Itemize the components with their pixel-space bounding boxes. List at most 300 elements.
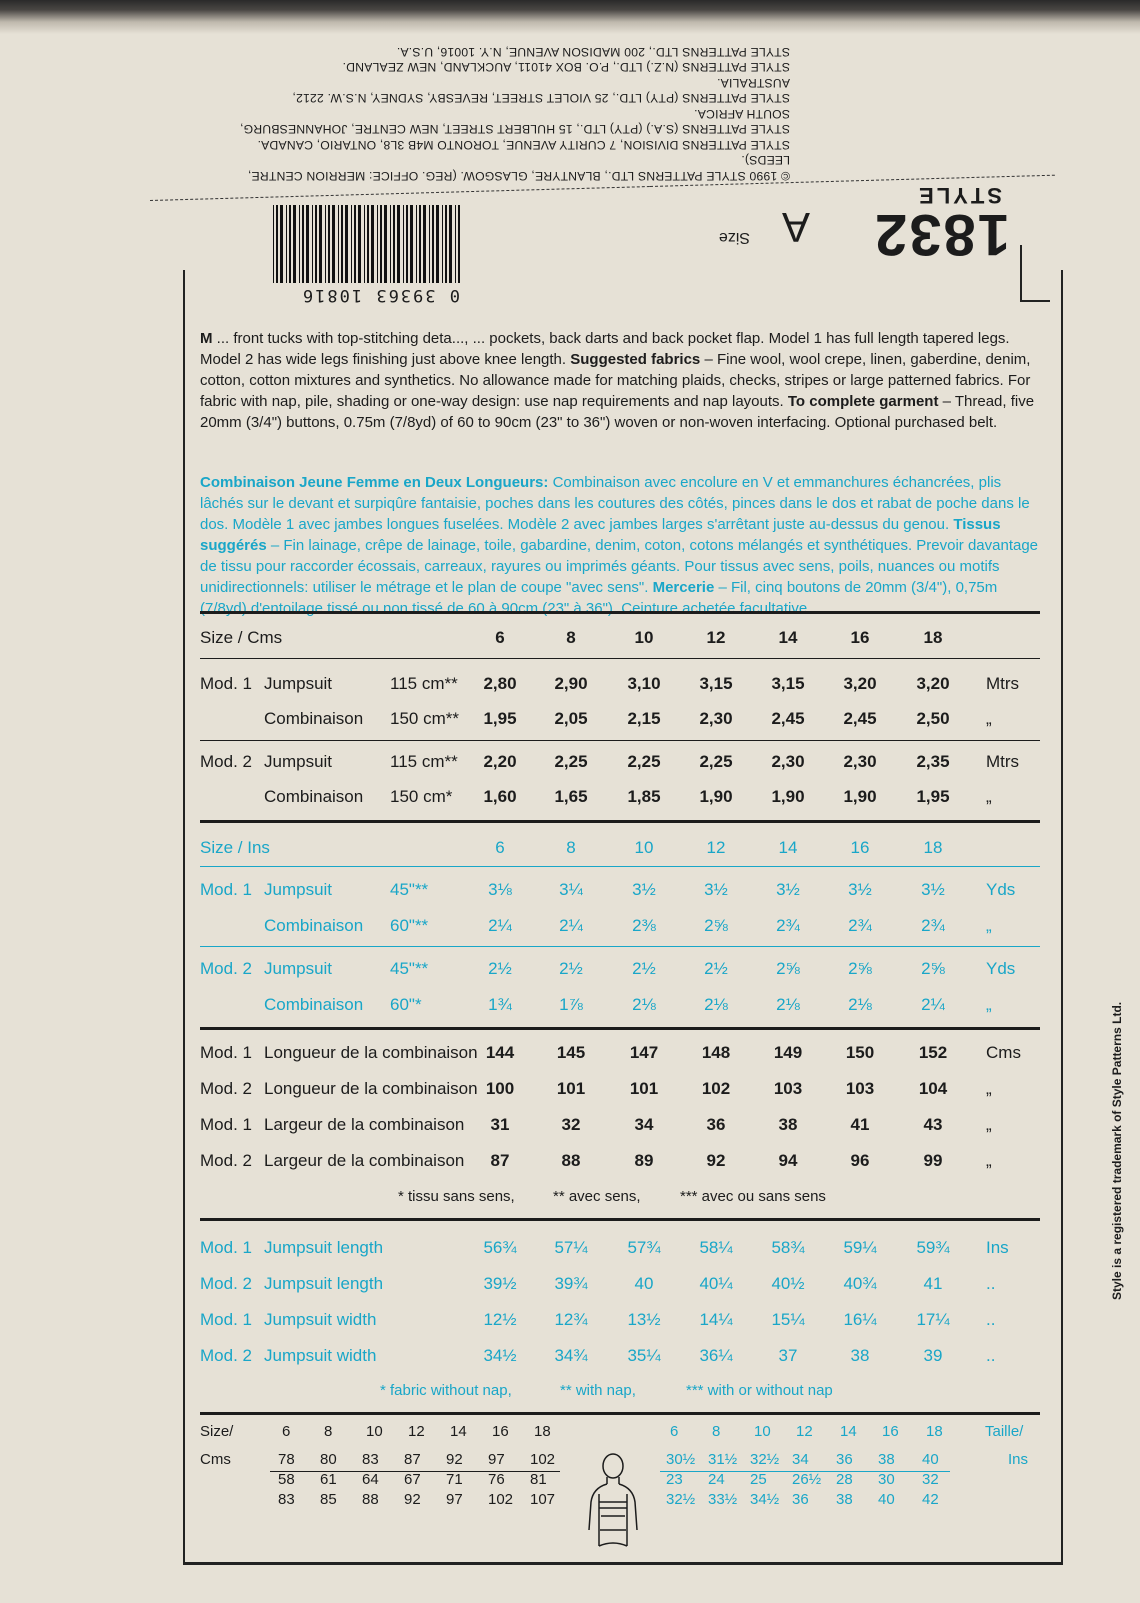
row-label: Combinaison: [264, 916, 364, 935]
credit-line: STYLE PATTERNS (N.Z.) LTD., P.O. BOX 41011, AUCKLAND, NEW ZEALAND.: [342, 60, 790, 75]
row-fabric-width: 150 cm*: [390, 787, 453, 806]
row-label: Jumpsuit: [264, 880, 333, 899]
row-unit: „: [986, 1079, 992, 1098]
row-value: 2,50: [916, 709, 950, 728]
size-header-cell: 12: [706, 628, 726, 647]
row-value: 3½: [921, 880, 945, 899]
row-label: Jumpsuit: [264, 959, 333, 978]
row-model: Mod. 1: [200, 1238, 252, 1257]
row-value: 2⅝: [776, 959, 800, 978]
desc-lead: M: [200, 330, 213, 347]
row-value: 2½: [704, 959, 728, 978]
row-value: 39¾: [554, 1274, 588, 1293]
row-value: 34: [634, 1115, 654, 1134]
row-value: 58¼: [699, 1238, 733, 1257]
size-header-cell: 8: [566, 628, 576, 647]
size-header-cell: 14: [778, 628, 798, 647]
row-value: 40¼: [699, 1274, 733, 1293]
row-value: 3½: [776, 880, 800, 899]
row-value: 2,25: [699, 752, 733, 771]
row-value: 59¼: [843, 1238, 877, 1257]
row-label: Combinaison: [264, 995, 364, 1014]
row-value: 31: [490, 1115, 510, 1134]
row-value: 36: [706, 1115, 726, 1134]
complete-garment-label: To complete garment: [787, 393, 939, 410]
body-cm-value: 85: [320, 1491, 337, 1508]
desc-text: – Fin lainage, crêpe de lainage, toile, gabardine, denim, coton, cotons mélangés et synthétiques. Prevoir davantage de tissu pour raccorder écossais, carreaux, rayures ou imprimés géants. Pour tissus avec sens, poils, nuances ou motifs unidirectionnels: utiliser le métrage et le plan de coupe "avec sens".: [200, 537, 1039, 596]
pattern-brand: [830, 182, 1010, 270]
row-unit: „: [986, 916, 992, 935]
row-value: 92: [706, 1151, 726, 1170]
row-value: 2,05: [554, 709, 588, 728]
row-label: Combinaison: [264, 787, 364, 806]
row-unit: Yds: [986, 959, 1016, 978]
row-value: 1,65: [554, 787, 588, 806]
row-value: 32: [561, 1115, 581, 1134]
table-row: [200, 787, 1040, 817]
body-cm-value: 102: [530, 1451, 556, 1468]
body-cm-value: 76: [488, 1471, 505, 1488]
desc-text: ... front tucks with top-stitching deta..., ... pockets, back darts and back pocket flap. Model 1 has full length tapered legs. Model 2 has wide legs finishing just above knee length.: [200, 330, 1010, 368]
table-divider: [200, 611, 1040, 614]
pattern-number: 1832: [872, 202, 1010, 267]
body-cm-value: 92: [446, 1451, 463, 1468]
body-size-cell: 16: [882, 1423, 899, 1440]
body-cm-value: 88: [362, 1491, 379, 1508]
row-value: 3,20: [916, 674, 950, 693]
table-divider: [200, 1218, 1040, 1221]
row-value: 59¾: [916, 1238, 950, 1257]
table-divider: [200, 946, 1040, 947]
body-in-value: 40: [922, 1451, 939, 1468]
size-header-cell: 18: [923, 838, 943, 857]
row-value: 38: [778, 1115, 798, 1134]
row-value: 3¼: [559, 880, 583, 899]
row-model: Mod. 2: [200, 1346, 252, 1365]
row-model: Mod. 1: [200, 674, 252, 693]
row-value: 2⅝: [848, 959, 872, 978]
body-taille-label: Taille/: [985, 1423, 1024, 1440]
row-unit: „: [986, 709, 992, 728]
row-value: 40: [634, 1274, 654, 1293]
row-value: 1⅞: [559, 995, 583, 1014]
row-value: 103: [845, 1079, 875, 1098]
body-cm-value: 80: [320, 1451, 337, 1468]
body-in-value: 32½: [750, 1451, 780, 1468]
body-in-value: 42: [922, 1491, 939, 1508]
footnote: *** with or without nap: [686, 1382, 833, 1399]
brand-label: STYLE: [916, 183, 1002, 208]
table-row: [200, 1043, 1040, 1073]
row-value: 1,90: [843, 787, 877, 806]
row-value: 40¾: [843, 1274, 877, 1293]
table-row: [200, 1079, 1040, 1109]
row-value: 41: [850, 1115, 870, 1134]
row-value: 3½: [632, 880, 656, 899]
body-cm-value: 102: [488, 1491, 514, 1508]
row-value: 39½: [483, 1274, 517, 1293]
body-cm-value: 83: [362, 1451, 379, 1468]
row-value: 2⅛: [632, 995, 656, 1014]
row-value: 99: [923, 1151, 943, 1170]
row-unit: ..: [986, 1346, 996, 1365]
row-value: 2⅝: [704, 916, 728, 935]
row-value: 2,15: [627, 709, 661, 728]
body-size-label: Size/: [200, 1423, 234, 1440]
body-size-cell: 8: [712, 1423, 721, 1440]
tissus-label: Tissus suggérés: [200, 516, 1001, 554]
row-unit: „: [986, 995, 992, 1014]
table-divider: [200, 820, 1040, 823]
body-in-value: 34: [792, 1451, 809, 1468]
row-value: 2⅛: [848, 995, 872, 1014]
row-value: 1,90: [699, 787, 733, 806]
french-title: Combinaison Jeune Femme en Deux Longueurs:: [200, 474, 549, 491]
body-in-value: 23: [666, 1471, 683, 1488]
row-value: 104: [918, 1079, 948, 1098]
table-divider: [200, 866, 1040, 867]
table-divider: [200, 658, 1040, 659]
row-label: Jumpsuit: [264, 752, 333, 771]
row-unit: Ins: [986, 1238, 1009, 1257]
size-header-cell: 10: [634, 838, 654, 857]
frame-corner: [1020, 245, 1050, 302]
row-label: Longueur de la combinaison: [264, 1079, 478, 1098]
row-value: 2,20: [483, 752, 517, 771]
desc-text: – Fine wool, wool crepe, linen, gaberdine, denim, cotton, cotton mixtures and synthetics. No allowance made for matching plaids, checks, stripes or large patterned fabrics. For fabric with nap, pile, shading or one-way design: use nap requirements and nap layouts.: [200, 351, 1031, 410]
row-label: Longueur de la combinaison: [264, 1043, 478, 1062]
body-ins-unit: Ins: [1008, 1451, 1029, 1468]
row-value: 148: [701, 1043, 731, 1062]
row-value: 2,25: [627, 752, 661, 771]
size-header-cell: 14: [778, 838, 798, 857]
row-value: 1,90: [771, 787, 805, 806]
row-value: 87: [490, 1151, 510, 1170]
row-model: Mod. 1: [200, 1115, 252, 1134]
row-value: 2,45: [843, 709, 877, 728]
row-model: Mod. 1: [200, 880, 252, 899]
footnote: ** with nap,: [560, 1382, 636, 1399]
row-model: Mod. 1: [200, 1043, 252, 1062]
row-value: 94: [778, 1151, 798, 1170]
body-size-cell: 10: [754, 1423, 771, 1440]
row-value: 1,95: [916, 787, 950, 806]
row-value: 88: [561, 1151, 581, 1170]
row-value: 38: [850, 1346, 870, 1365]
row-value: 43: [923, 1115, 943, 1134]
table-row: [200, 674, 1040, 704]
table-row: [200, 1115, 1040, 1145]
size-header-cell: 10: [634, 628, 654, 647]
body-in-value: 38: [878, 1451, 895, 1468]
body-in-value: 24: [708, 1471, 725, 1488]
row-value: 152: [918, 1043, 948, 1062]
body-in-value: 25: [750, 1471, 767, 1488]
row-value: 16¼: [843, 1310, 877, 1329]
row-value: 2,30: [699, 709, 733, 728]
body-cm-value: 58: [278, 1471, 295, 1488]
row-fabric-width: 45"**: [390, 880, 429, 899]
table-row: [200, 880, 1040, 910]
row-value: 102: [701, 1079, 731, 1098]
size-header-cell: 8: [566, 838, 576, 857]
row-value: 101: [556, 1079, 586, 1098]
body-divider: [270, 1471, 560, 1472]
row-value: 15¼: [771, 1310, 805, 1329]
trademark-note: Style is a registered trademark of Style Patterns Ltd.: [1110, 1001, 1124, 1300]
row-value: 2⅛: [704, 995, 728, 1014]
row-value: 150: [845, 1043, 875, 1062]
row-value: 3,20: [843, 674, 877, 693]
row-value: 37: [778, 1346, 798, 1365]
size-header-cell: 6: [495, 838, 505, 857]
size-header-cell: 18: [923, 628, 943, 647]
row-label: Jumpsuit width: [264, 1310, 377, 1329]
row-value: 3½: [704, 880, 728, 899]
body-in-value: 30: [878, 1471, 895, 1488]
row-value: 1,95: [483, 709, 517, 728]
table-row: [200, 752, 1040, 782]
row-value: 2¾: [776, 916, 800, 935]
barcode-number: 0 39363 10816: [300, 285, 460, 305]
credit-line: STYLE PATTERNS (PTY) LTD., 25 VIOLET STREET, REVESBY, SYDNEY, N.S.W. 2212, AUSTRALIA.: [292, 76, 790, 106]
row-value: 40½: [771, 1274, 805, 1293]
row-unit: ..: [986, 1310, 996, 1329]
publisher-credits: [230, 45, 790, 183]
credit-line: STYLE PATTERNS LTD., 200 MADISON AVENUE, N.Y. 10016, U.S.A.: [396, 45, 790, 59]
row-model: Mod. 2: [200, 959, 252, 978]
table-row: [200, 1346, 1040, 1376]
french-description: [200, 472, 1040, 619]
footnote: *** avec ou sans sens: [680, 1188, 826, 1205]
row-value: 3,10: [627, 674, 661, 693]
table-row: [200, 916, 1040, 946]
body-cm-value: 97: [446, 1491, 463, 1508]
row-unit: Mtrs: [986, 674, 1020, 693]
row-value: 2¾: [848, 916, 872, 935]
row-model: Mod. 2: [200, 752, 252, 771]
row-model: Mod. 1: [200, 1310, 252, 1329]
body-in-value: 32½: [666, 1491, 696, 1508]
table-row: [200, 1310, 1040, 1340]
body-in-value: 26½: [792, 1471, 822, 1488]
row-value: 2½: [632, 959, 656, 978]
row-value: 3,15: [771, 674, 805, 693]
row-value: 36¼: [699, 1346, 733, 1365]
row-value: 100: [485, 1079, 515, 1098]
row-unit: Cms: [986, 1043, 1021, 1062]
row-value: 12½: [483, 1310, 517, 1329]
size-indicator: [700, 192, 810, 252]
body-in-value: 33½: [708, 1491, 738, 1508]
size-header-row: [200, 838, 1040, 868]
credit-line: STYLE PATTERNS (S.A.) (PTY) LTD., 15 HULBERT STREET, NEW CENTRE, JOHANNESBURG, SOUTH AFRICA.: [239, 107, 790, 137]
body-cm-value: 71: [446, 1471, 463, 1488]
row-model: Mod. 2: [200, 1079, 252, 1098]
row-value: 34½: [483, 1346, 517, 1365]
table-divider: [200, 1027, 1040, 1030]
size-header-row: [200, 628, 1040, 658]
row-model: Mod. 2: [200, 1274, 252, 1293]
row-label: Jumpsuit: [264, 674, 333, 693]
size-header-label: Size / Cms: [200, 628, 283, 647]
row-value: 3,15: [699, 674, 733, 693]
row-value: 17¼: [916, 1310, 950, 1329]
row-label: Largeur de la combinaison: [264, 1115, 465, 1134]
row-value: 12¾: [554, 1310, 588, 1329]
row-value: 2,30: [771, 752, 805, 771]
body-unit-label: Cms: [200, 1451, 231, 1468]
table-row: [200, 959, 1040, 989]
row-fabric-width: 150 cm**: [390, 709, 459, 728]
body-cm-value: 61: [320, 1471, 337, 1488]
row-value: 13½: [627, 1310, 661, 1329]
row-label: Jumpsuit length: [264, 1274, 384, 1293]
row-value: 2,35: [916, 752, 950, 771]
size-header-cell: 16: [850, 838, 870, 857]
body-size-cell: 16: [492, 1423, 509, 1440]
row-value: 147: [629, 1043, 659, 1062]
body-in-value: 32: [922, 1471, 939, 1488]
footnote: * tissu sans sens,: [398, 1188, 515, 1205]
body-size-cell: 14: [450, 1423, 467, 1440]
row-value: 2,30: [843, 752, 877, 771]
row-value: 149: [773, 1043, 803, 1062]
credit-line: © 1990 STYLE PATTERNS LTD., BLANTYRE, GLASGOW. (REG. OFFICE: MERRION CENTRE, LEEDS).: [247, 153, 790, 183]
row-value: 3½: [848, 880, 872, 899]
row-fabric-width: 115 cm**: [390, 674, 458, 693]
row-value: 58¾: [771, 1238, 805, 1257]
row-value: 41: [923, 1274, 943, 1293]
row-value: 96: [850, 1151, 870, 1170]
row-value: 57¼: [554, 1238, 588, 1257]
table-row: [200, 1238, 1040, 1268]
row-value: 3⅛: [488, 880, 512, 899]
row-value: 2½: [559, 959, 583, 978]
body-figure-icon: [585, 1450, 641, 1550]
table-row: [200, 709, 1040, 739]
body-in-value: 28: [836, 1471, 853, 1488]
size-header-cell: 12: [706, 838, 726, 857]
body-size-cell: 18: [926, 1423, 943, 1440]
table-divider: [200, 740, 1040, 741]
row-value: 89: [634, 1151, 654, 1170]
mercerie-label: Mercerie: [652, 579, 715, 596]
row-fabric-width: 45"**: [390, 959, 429, 978]
body-in-value: 36: [836, 1451, 853, 1468]
footnote: ** avec sens,: [553, 1188, 641, 1205]
row-value: 144: [485, 1043, 515, 1062]
body-size-cell: 12: [408, 1423, 425, 1440]
body-size-cell: 18: [534, 1423, 551, 1440]
row-value: 101: [629, 1079, 659, 1098]
row-value: 2½: [488, 959, 512, 978]
row-value: 2,45: [771, 709, 805, 728]
table-divider: [200, 1412, 1040, 1415]
body-size-cell: 14: [840, 1423, 857, 1440]
size-label: Size: [718, 229, 750, 246]
row-value: 2⅛: [776, 995, 800, 1014]
body-cm-value: 67: [404, 1471, 421, 1488]
row-value: 1,85: [627, 787, 661, 806]
body-size-cell: 6: [670, 1423, 679, 1440]
body-in-value: 38: [836, 1491, 853, 1508]
size-header-cell: 6: [495, 628, 505, 647]
english-description: [200, 328, 1040, 433]
row-unit: „: [986, 787, 992, 806]
row-value: 2⅜: [632, 916, 656, 935]
desc-text: – Fil, cinq boutons de 20mm (3/4"), 0,75m (7/8yd) d'entoilage tissé ou non tissé de 60 à 90cm (23" à 36"). Ceinture achetée facultative.: [200, 579, 998, 617]
table-row: [200, 995, 1040, 1025]
size-header-cell: 16: [850, 628, 870, 647]
body-in-value: 36: [792, 1491, 809, 1508]
row-fabric-width: 115 cm**: [390, 752, 458, 771]
row-unit: Mtrs: [986, 752, 1020, 771]
body-cm-value: 64: [362, 1471, 379, 1488]
row-model: Mod. 2: [200, 1151, 252, 1170]
suggested-fabrics-label: Suggested fabrics: [570, 351, 701, 368]
row-value: 2¾: [921, 916, 945, 935]
row-value: 35¼: [627, 1346, 661, 1365]
body-cm-value: 81: [530, 1471, 547, 1488]
row-value: 1¾: [488, 995, 512, 1014]
body-divider: [660, 1471, 950, 1472]
row-value: 14¼: [699, 1310, 733, 1329]
row-fabric-width: 60"*: [390, 995, 422, 1014]
row-value: 1,60: [483, 787, 517, 806]
size-value: A: [781, 204, 810, 251]
row-value: 56¾: [483, 1238, 517, 1257]
body-size-cell: 12: [796, 1423, 813, 1440]
row-unit: „: [986, 1151, 992, 1170]
row-value: 103: [773, 1079, 803, 1098]
body-cm-value: 78: [278, 1451, 295, 1468]
desc-text: Combinaison avec encolure en V et emmanchures échancrées, plis lâchés sur le devant et surpiqûre fantaisie, poches dans les coutures des côtés, pinces dans le dos et rabat de poche dans le dos. Modèle 1 avec jambes longues fuselées. Modèle 2 avec jambes larges s'arrêtant juste au-dessus du genou.: [200, 474, 1030, 533]
row-unit: ..: [986, 1274, 996, 1293]
row-unit: Yds: [986, 880, 1016, 899]
row-unit: „: [986, 1115, 992, 1134]
row-label: Combinaison: [264, 709, 364, 728]
row-value: 2¼: [921, 995, 945, 1014]
row-value: 2¼: [559, 916, 583, 935]
row-value: 57¾: [627, 1238, 661, 1257]
row-label: Largeur de la combinaison: [264, 1151, 465, 1170]
row-value: 2,25: [554, 752, 588, 771]
row-value: 2,80: [483, 674, 517, 693]
row-label: Jumpsuit length: [264, 1238, 384, 1257]
body-cm-value: 97: [488, 1451, 505, 1468]
body-size-cell: 10: [366, 1423, 383, 1440]
row-label: Jumpsuit width: [264, 1346, 377, 1365]
cut-line: [150, 186, 650, 201]
body-cm-value: 92: [404, 1491, 421, 1508]
body-in-value: 34½: [750, 1491, 780, 1508]
body-cm-value: 83: [278, 1491, 295, 1508]
row-value: 2¼: [488, 916, 512, 935]
row-value: 34¾: [554, 1346, 588, 1365]
table-row: [200, 1151, 1040, 1181]
desc-text: – Thread, five 20mm (3/4") buttons, 0.75m (7/8yd) of 60 to 90cm (23" to 36") woven or non-woven interfacing. Optional purchased belt.: [200, 393, 1035, 431]
body-in-value: 40: [878, 1491, 895, 1508]
row-value: 2,90: [554, 674, 588, 693]
credit-line: STYLE PATTERNS DIVISION, 7 CURITY AVENUE, TORONTO M4B 3L8, ONTARIO, CANADA.: [257, 138, 790, 152]
body-cm-value: 87: [404, 1451, 421, 1468]
row-fabric-width: 60"**: [390, 916, 429, 935]
table-row: [200, 1274, 1040, 1304]
body-size-cell: 8: [324, 1423, 333, 1440]
body-cm-value: 107: [530, 1491, 556, 1508]
row-value: 145: [556, 1043, 586, 1062]
